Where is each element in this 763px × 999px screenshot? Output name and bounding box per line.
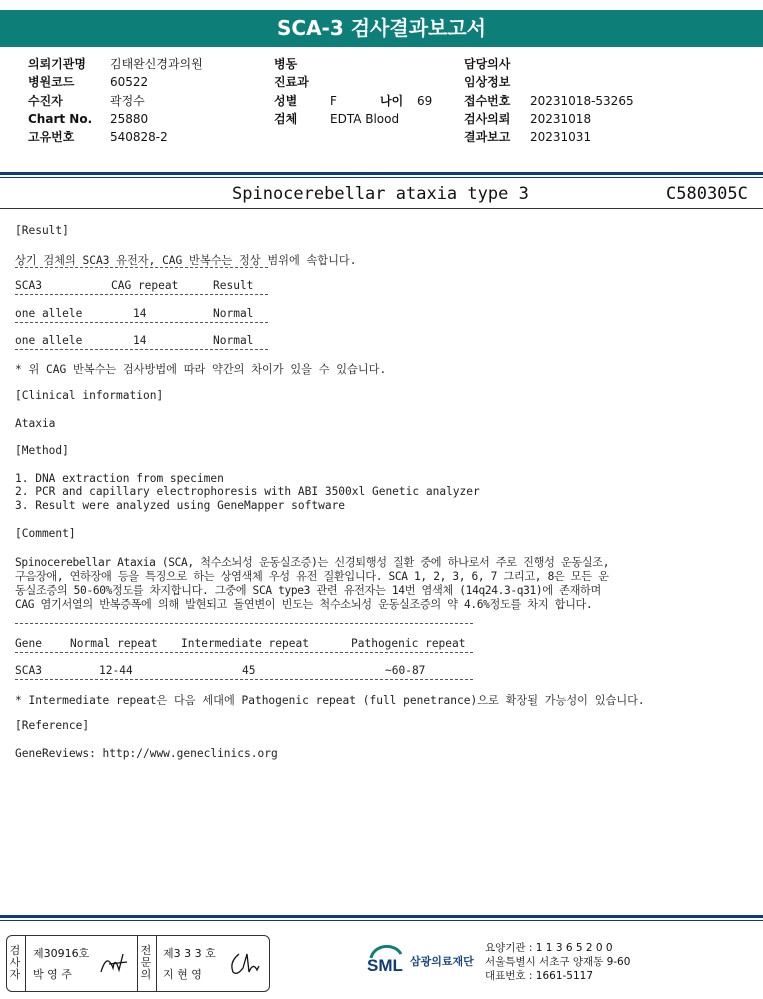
result-note: * 위 CAG 반복수는 검사방법에 따라 약간의 차이가 있을 수 있습니다. — [15, 363, 387, 376]
result-table-rule — [15, 349, 268, 350]
expert-license: 제3 3 3 호 — [163, 947, 216, 960]
result-summary: 상기 검체의 SCA3 유전자, CAG 반복수는 정상 범위에 속합니다. — [15, 254, 357, 267]
result-row-repeat: 14 — [133, 334, 147, 347]
expert-signature — [225, 948, 263, 978]
sex-value: F — [330, 93, 337, 108]
result-row-status: Normal — [213, 307, 254, 320]
doctor-label: 담당의사 — [464, 57, 511, 71]
tester-label: 검 사 자 — [9, 944, 21, 981]
chart-no-label: Chart No. — [28, 111, 93, 126]
method-line: 3. Result were analyzed using GeneMapper software — [15, 499, 346, 512]
result-row-status: Normal — [213, 334, 254, 347]
method-heading: [Method] — [15, 444, 69, 457]
footer — [0, 935, 763, 995]
signature-divider — [156, 936, 157, 991]
patient-label: 수진자 — [28, 93, 63, 108]
unique-no-value: 540828-2 — [110, 130, 168, 145]
result-heading: [Result] — [15, 224, 69, 237]
report-title: SCA-3 검사결과보고서 — [0, 10, 763, 47]
repeat-row-intermediate: 45 — [242, 664, 256, 677]
clinical-heading: [Clinical information] — [15, 389, 164, 402]
result-header-result: Result — [213, 279, 254, 292]
expert-name: 지 현 영 — [163, 968, 202, 981]
institution-value: 김태완신경과의원 — [110, 57, 203, 71]
receipt-no-value: 20231018-53265 — [530, 93, 634, 108]
clinical-text: Ataxia — [15, 417, 56, 430]
repeat-row-normal: 12-44 — [99, 664, 133, 677]
result-header-repeat: CAG repeat — [111, 279, 179, 292]
repeat-table-rule — [15, 679, 473, 680]
repeat-table-rule — [15, 652, 473, 653]
org-address: 서울특별시 서초구 양재동 9-60 — [485, 956, 631, 968]
specimen-label: 검체 — [274, 111, 298, 126]
comment-heading: [Comment] — [15, 527, 76, 540]
result-row-allele: one allele — [15, 307, 83, 320]
test-code: C580305C — [666, 184, 748, 204]
result-row-allele: one allele — [15, 334, 83, 347]
hospital-code-label: 병원코드 — [28, 75, 75, 90]
patient-value: 곽정수 — [110, 93, 145, 108]
org-phone: 대표번호 : 1661-5117 — [485, 970, 594, 982]
header-col-2 — [274, 55, 454, 128]
result-table-rule — [15, 294, 268, 295]
result-row-repeat: 14 — [133, 307, 147, 320]
comment-line: CAG 염기서열의 반복증폭에 의해 발현되고 돌연변이 빈도는 척수소뇌성 운동실조증의 약 4.6%정도를 차지 합니다. — [15, 598, 593, 611]
result-header-gene: SCA3 — [15, 279, 42, 292]
report-date-label: 결과보고 — [464, 130, 511, 145]
header-col-1 — [28, 55, 258, 146]
age-value: 69 — [417, 93, 433, 108]
org-contact — [485, 941, 630, 983]
tester-license: 제30916호 — [33, 947, 90, 960]
org-name: 삼광의료재단 — [410, 955, 474, 968]
reference-text: GeneReviews: http://www.geneclinics.org — [15, 747, 278, 760]
header-col-3 — [464, 55, 684, 146]
result-table-rule — [15, 267, 268, 268]
method-line: 1. DNA extraction from specimen — [15, 472, 224, 485]
sml-logo-text: SML — [367, 956, 403, 975]
comment-line: 구음장애, 연하장애 등을 특징으로 하는 상염색체 우성 유전 질환입니다. SCA 1, 2, 3, 6, 7 그리고, 8은 모든 운 — [15, 570, 609, 583]
signature-box — [6, 935, 270, 992]
comment-line: Spinocerebellar Ataxia (SCA, 척수소뇌성 운동실조증)는 신경퇴행성 질환 중에 하나로서 주로 진행성 운동실조, — [15, 556, 610, 569]
specimen-value: EDTA Blood — [330, 111, 400, 126]
repeat-header-pathogenic: Pathogenic repeat — [351, 637, 466, 650]
footer-divider — [0, 915, 763, 918]
repeat-row-gene: SCA3 — [15, 664, 42, 677]
test-name: Spinocerebellar ataxia type 3 — [232, 184, 529, 204]
signature-divider — [137, 936, 138, 991]
repeat-header-gene: Gene — [15, 637, 42, 650]
tester-name: 박 영 주 — [33, 968, 72, 981]
repeat-header-intermediate: Intermediate repeat — [181, 637, 309, 650]
expert-label: 전 문 의 — [140, 944, 152, 981]
sml-logo — [365, 940, 407, 984]
method-line: 2. PCR and capillary electrophoresis with ABI 3500xl Genetic analyzer — [15, 485, 480, 498]
request-date-value: 20231018 — [530, 111, 592, 126]
request-date-label: 검사의뢰 — [464, 111, 511, 126]
clinical-info-label: 임상정보 — [464, 75, 511, 90]
age-label: 나이 — [380, 93, 404, 108]
institution-number: 요양기관 : 1 1 3 6 5 2 0 0 — [485, 942, 613, 954]
repeat-row-pathogenic: ~60-87 — [385, 664, 426, 677]
report-date-value: 20231031 — [530, 130, 592, 145]
repeat-table-rule — [15, 623, 473, 624]
dept-label: 진료과 — [274, 75, 309, 90]
institution-label: 의뢰기관명 — [28, 57, 86, 71]
receipt-no-label: 접수번호 — [464, 93, 511, 108]
signature-divider — [25, 936, 26, 991]
test-divider — [0, 208, 763, 209]
sml-logo-mark — [365, 940, 407, 980]
ward-label: 병동 — [274, 57, 298, 71]
repeat-note: * Intermediate repeat은 다음 세대에 Pathogenic repeat (full penetrance)으로 확장될 가능성이 있습니다. — [15, 694, 645, 707]
reference-heading: [Reference] — [15, 719, 90, 732]
comment-line: 동실조증의 50-60%정도를 차지합니다. 그중에 SCA type3 관련 유전자는 14번 염색체 (14q24.3-q31)에 존재하며 — [15, 584, 601, 597]
sex-label: 성별 — [274, 93, 298, 108]
footer-divider-thin — [0, 920, 763, 921]
result-table-rule — [15, 322, 268, 323]
header-divider — [0, 172, 763, 175]
hospital-code-value: 60522 — [110, 75, 149, 90]
tester-signature — [97, 948, 133, 978]
header-divider-thin — [0, 177, 763, 178]
repeat-header-normal: Normal repeat — [70, 637, 158, 650]
unique-no-label: 고유번호 — [28, 130, 75, 145]
chart-no-value: 25880 — [110, 111, 149, 126]
